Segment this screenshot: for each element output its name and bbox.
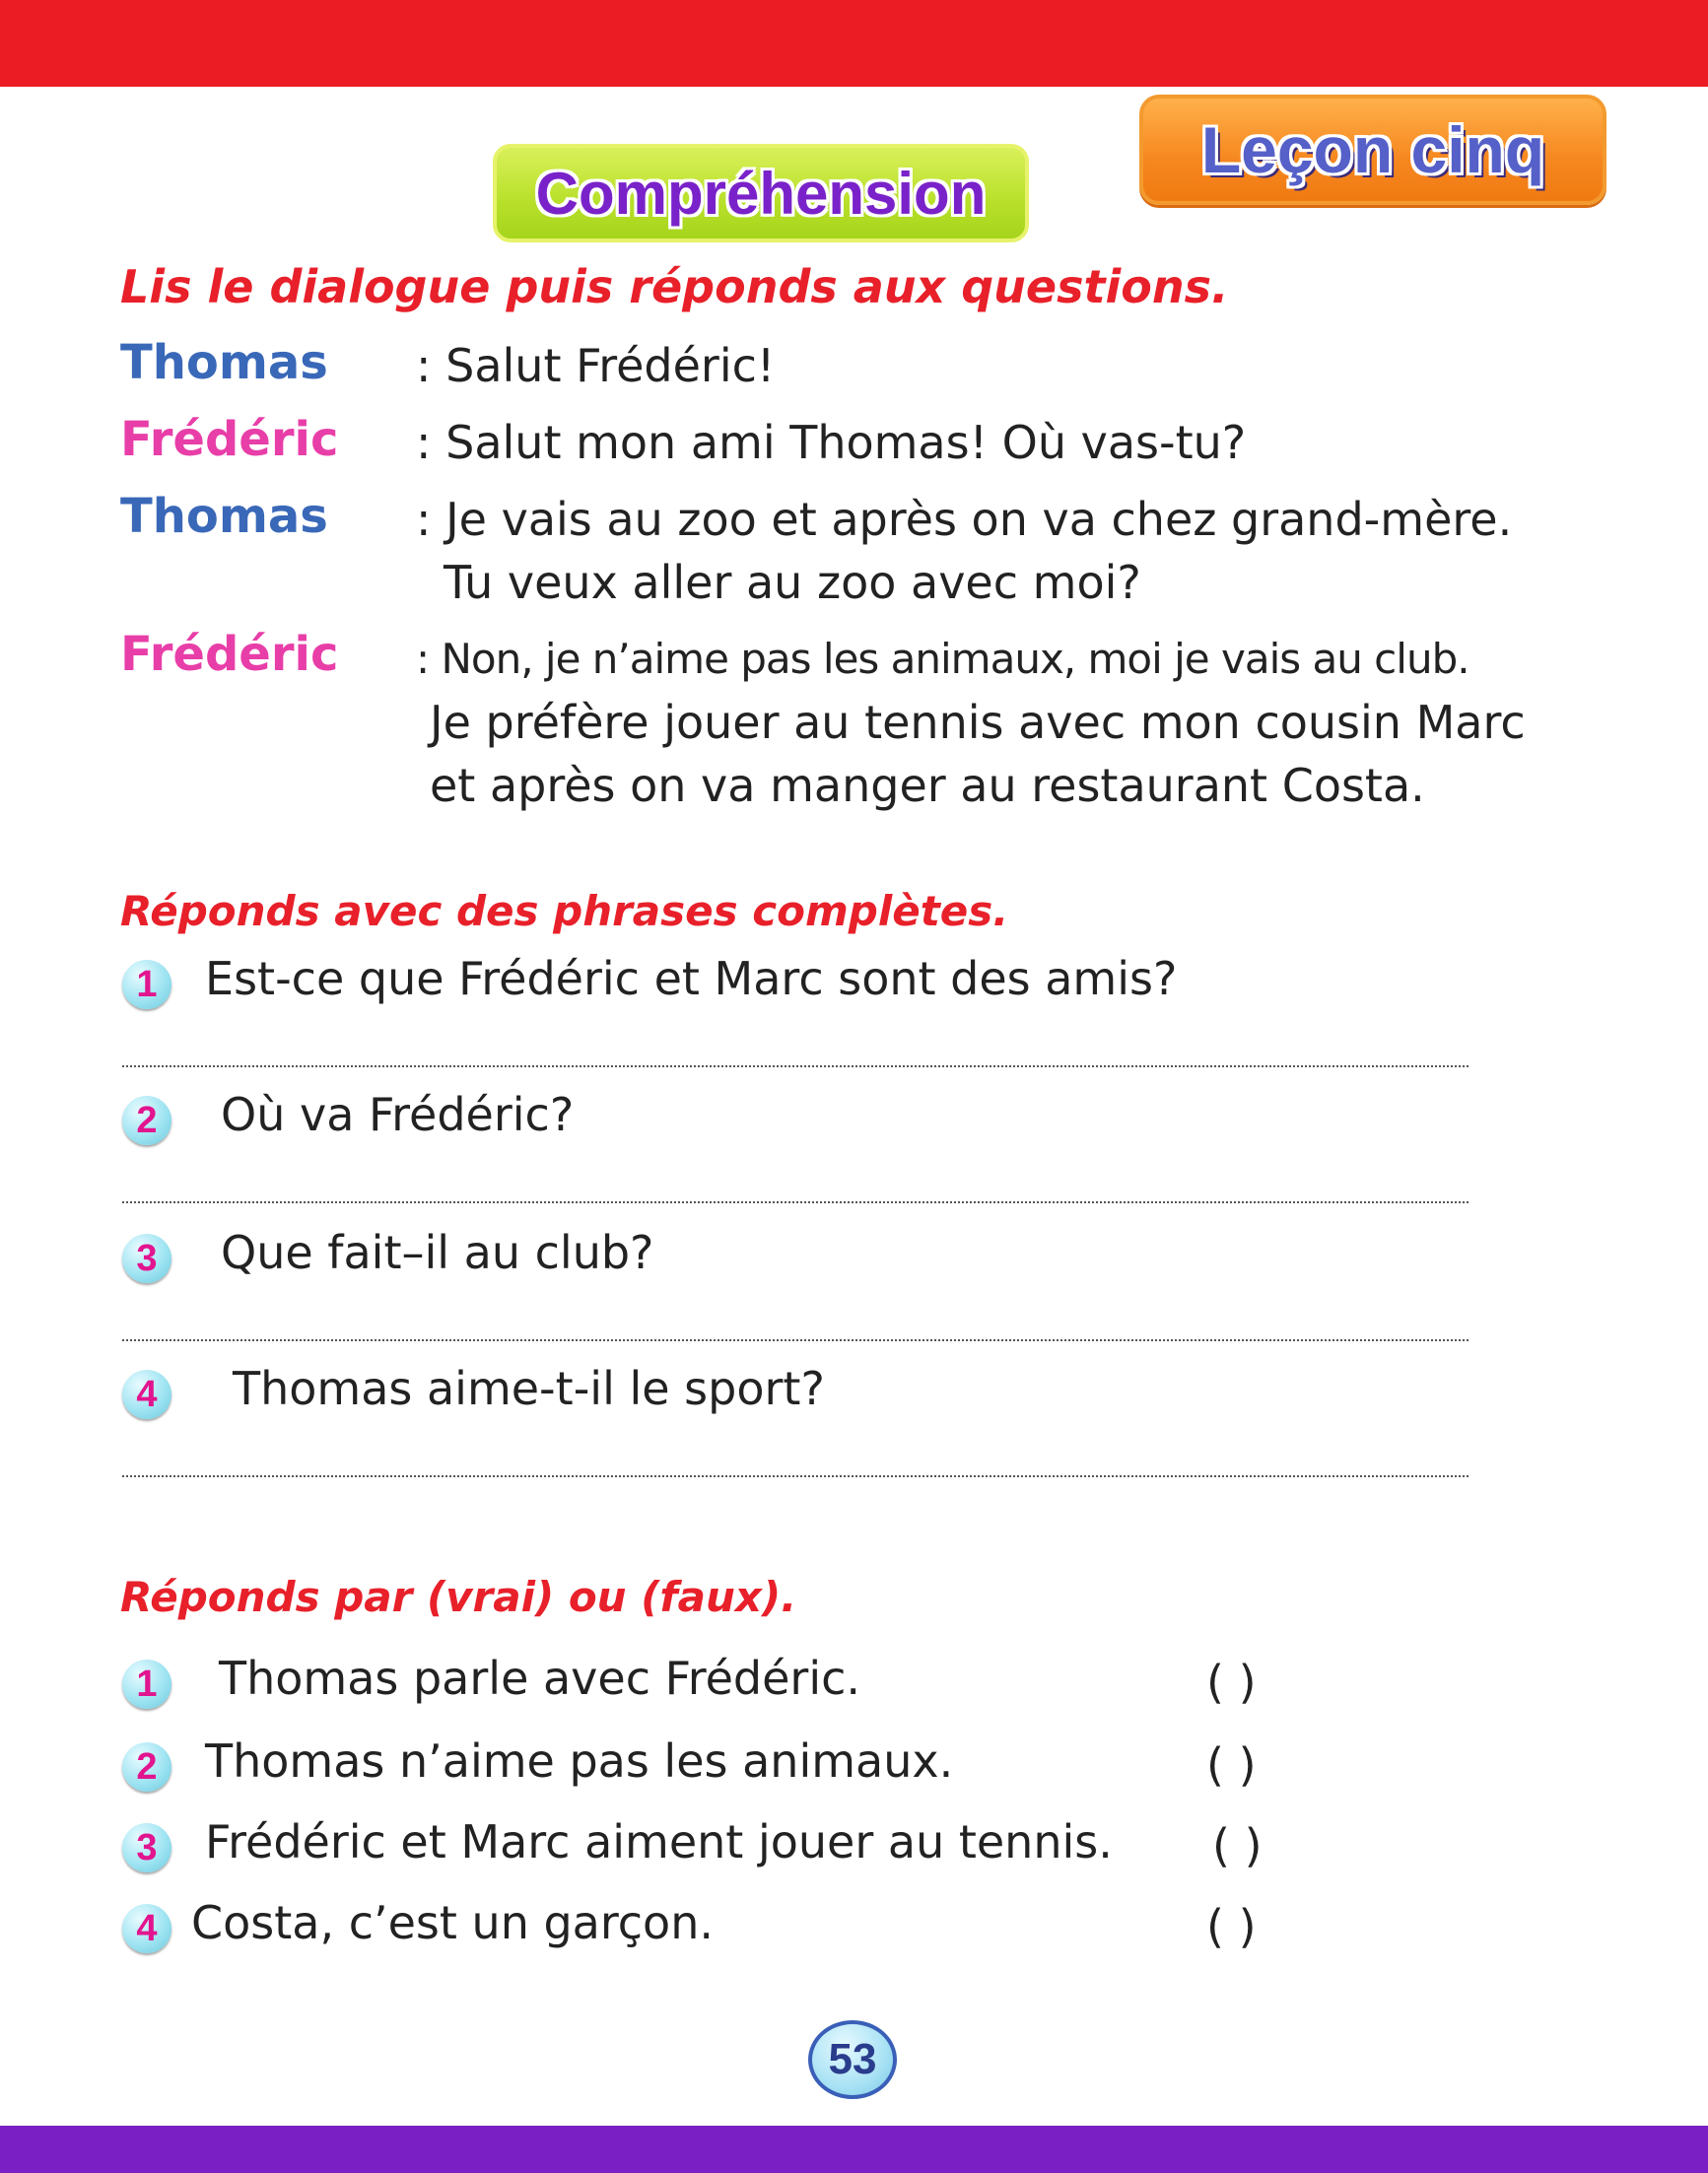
answer-line[interactable] [122, 1065, 1469, 1067]
question-text: Que fait–il au club? [221, 1226, 654, 1279]
dialogue-line: Je préfère jouer au tennis avec mon cousin Marc [430, 696, 1526, 749]
answer-line[interactable] [122, 1201, 1469, 1203]
question-text: Thomas aime-t-il le sport? [233, 1362, 825, 1415]
truefalse-instruction: Réponds par (vrai) ou (faux). [120, 1573, 797, 1621]
question-text: Est-ce que Frédéric et Marc sont des amis? [205, 952, 1178, 1005]
section-title-badge [493, 144, 1029, 242]
true-false-answer-box[interactable]: ( ) [1212, 1819, 1263, 1872]
dialogue-line: : Salut mon ami Thomas! Où vas-tu? [416, 416, 1247, 469]
speaker-frederic-2: Frédéric [120, 627, 339, 682]
statement-text: Thomas parle avec Frédéric. [219, 1652, 861, 1705]
bottom-color-bar [0, 2126, 1708, 2173]
dialogue-line: : Non, je n’aime pas les animaux, moi je vais au club. [416, 635, 1469, 683]
section-title: Compréhension [535, 160, 987, 227]
statement-text: Frédéric et Marc aiment jouer au tennis. [205, 1815, 1113, 1868]
dialogue-line: Tu veux aller au zoo avec moi? [444, 556, 1141, 609]
statement-text: Costa, c’est un garçon. [191, 1896, 714, 1949]
question-number-badge: 4 [122, 1370, 171, 1419]
answer-line[interactable] [122, 1475, 1469, 1477]
lesson-title-badge [1139, 95, 1606, 205]
dialogue-line: et après on va manger au restaurant Costa. [430, 759, 1425, 812]
statement-text: Thomas n’aime pas les animaux. [205, 1734, 954, 1788]
speaker-frederic-1: Frédéric [120, 412, 339, 467]
statement-number-badge: 3 [122, 1823, 171, 1872]
statement-number-badge: 4 [122, 1904, 171, 1953]
true-false-answer-box[interactable]: ( ) [1206, 1900, 1257, 1953]
page-number: 53 [808, 2020, 897, 2099]
question-number-badge: 3 [122, 1234, 171, 1283]
statement-number-badge: 1 [122, 1660, 171, 1709]
statement-number-badge: 2 [122, 1742, 171, 1792]
dialogue-instruction: Lis le dialogue puis réponds aux questions. [120, 260, 1229, 313]
lesson-title: Leçon cinq [1200, 113, 1545, 186]
dialogue-line: : Salut Frédéric! [416, 339, 776, 392]
speaker-thomas-1: Thomas [120, 335, 328, 390]
dialogue-line: : Je vais au zoo et après on va chez grand-mère. [416, 493, 1513, 546]
question-number-badge: 2 [122, 1096, 171, 1145]
speaker-thomas-2: Thomas [120, 489, 328, 544]
true-false-answer-box[interactable]: ( ) [1206, 1738, 1257, 1792]
top-color-bar [0, 0, 1708, 87]
question-text: Où va Frédéric? [221, 1088, 575, 1141]
true-false-answer-box[interactable]: ( ) [1206, 1656, 1257, 1709]
answer-line[interactable] [122, 1339, 1469, 1341]
complete-instruction: Réponds avec des phrases complètes. [120, 887, 1009, 935]
question-number-badge: 1 [122, 960, 171, 1009]
